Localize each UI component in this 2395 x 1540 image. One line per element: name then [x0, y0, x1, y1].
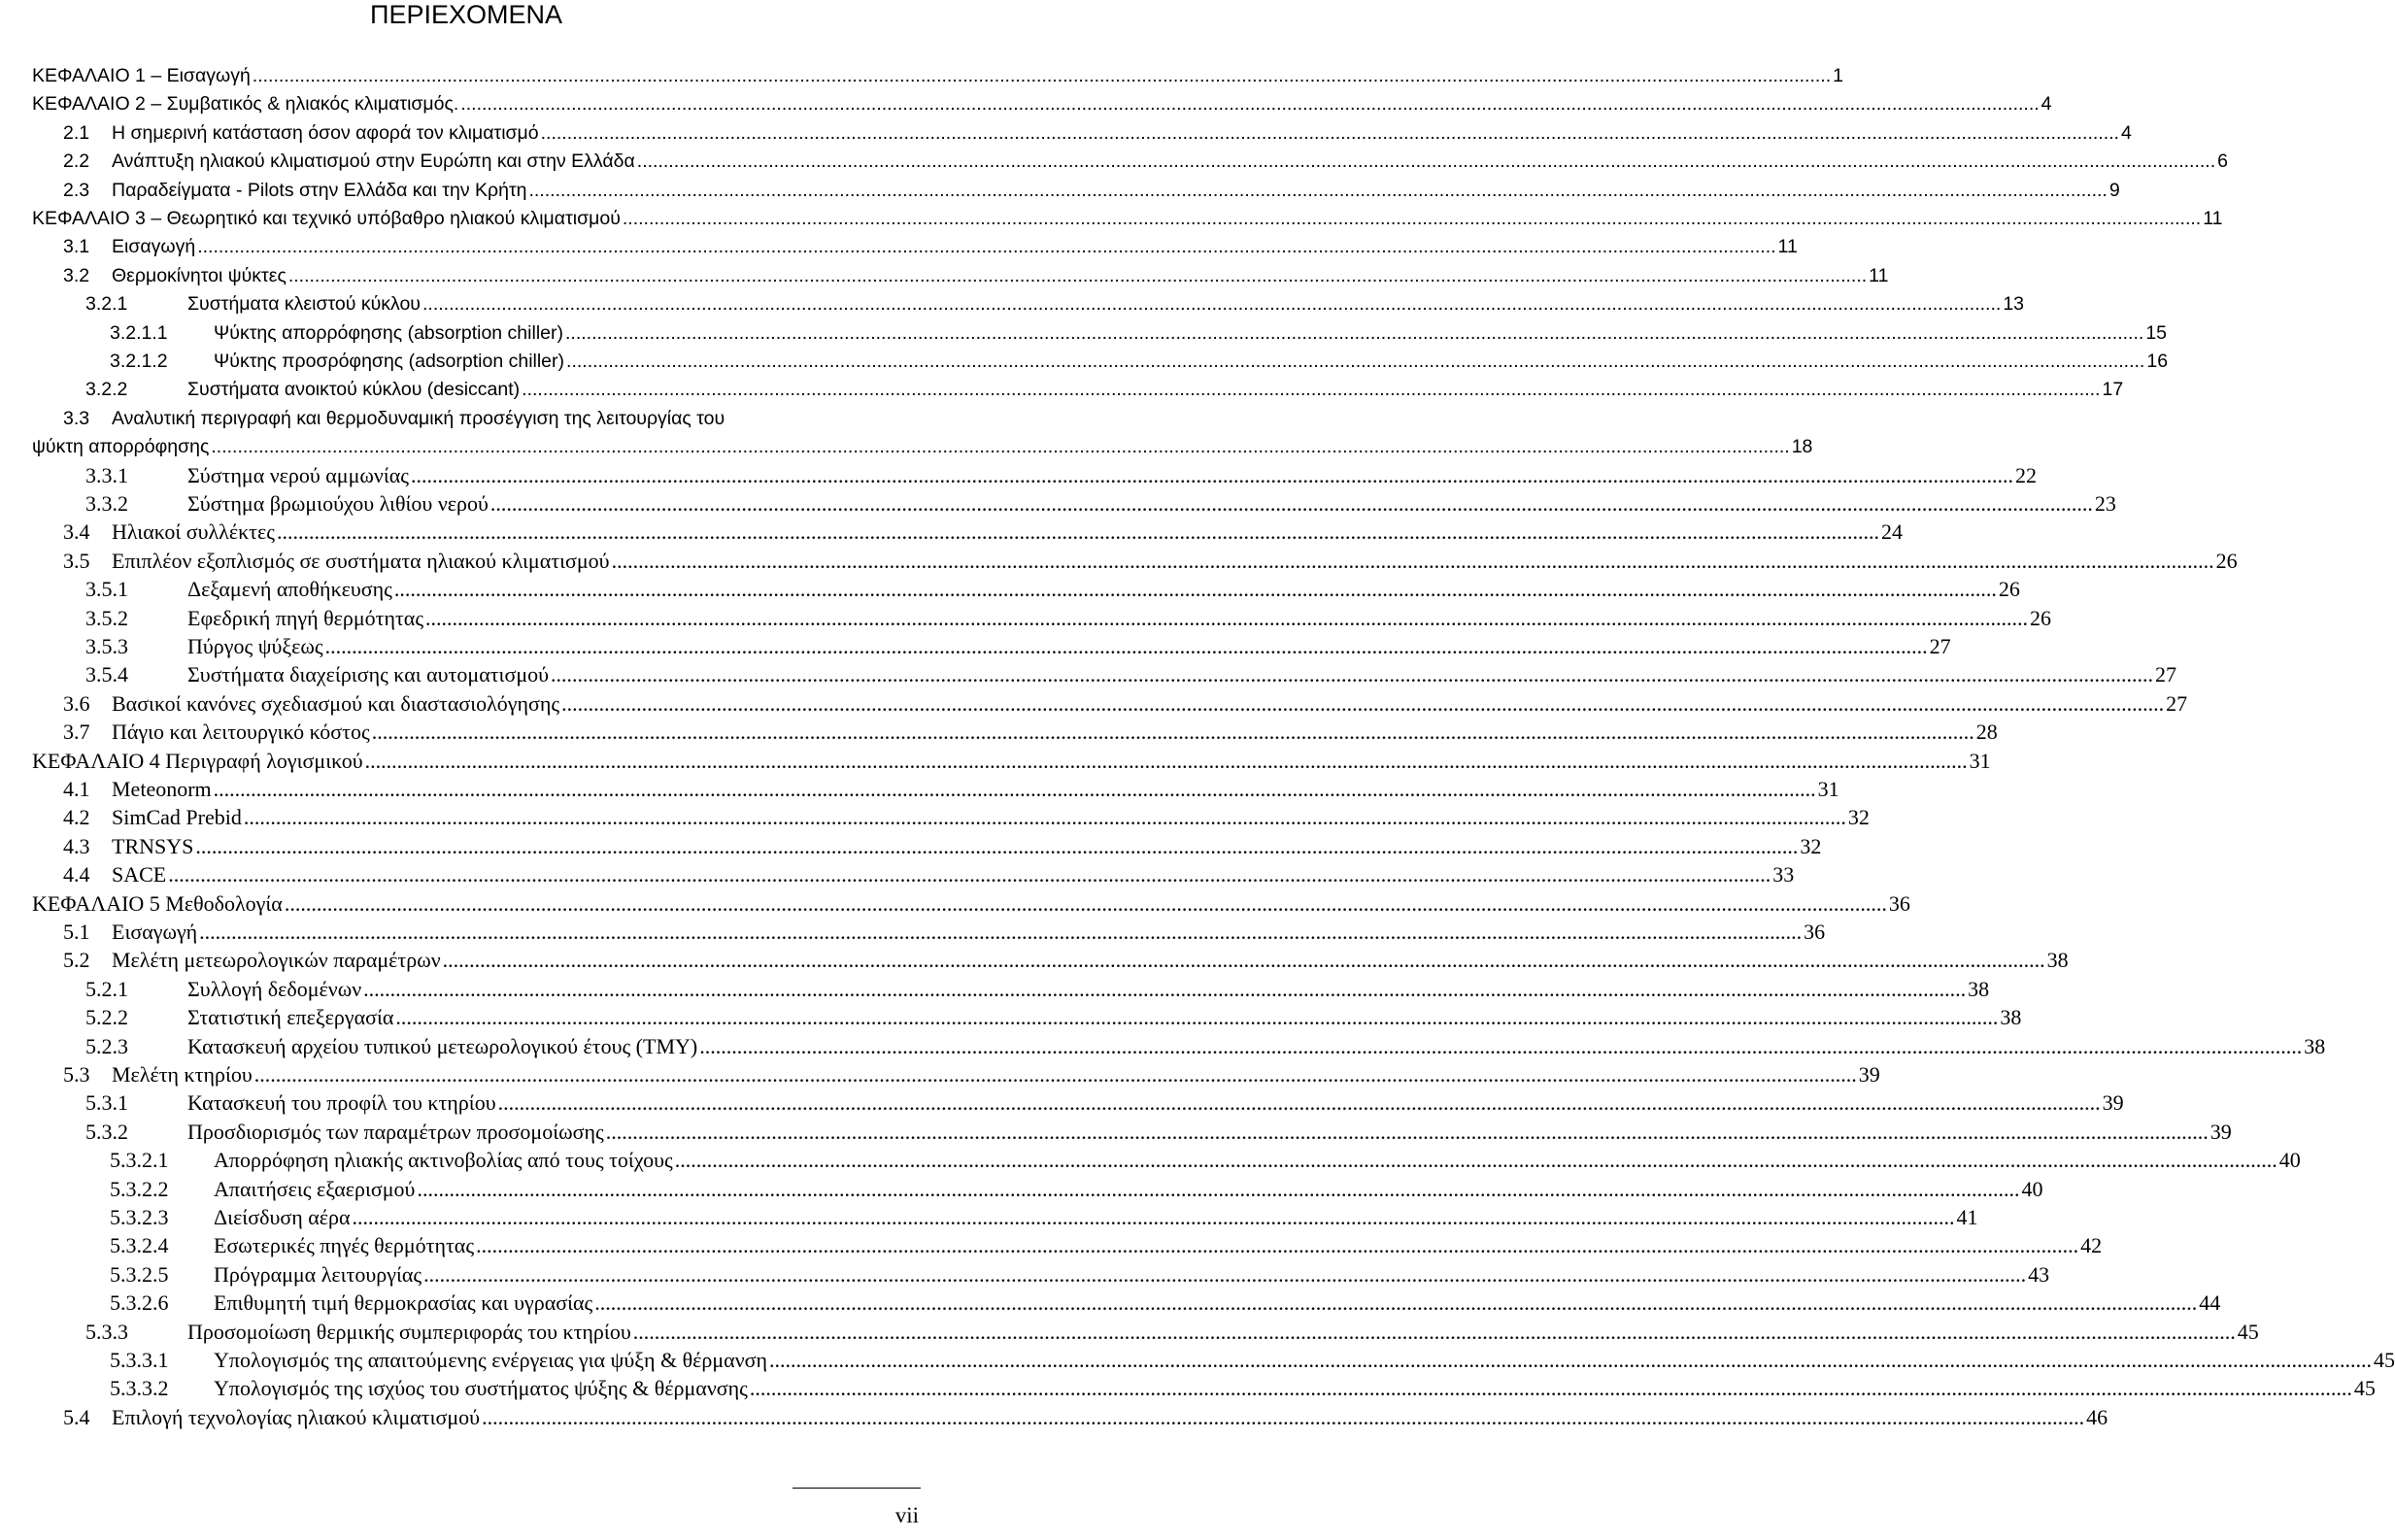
toc-entry[interactable]: [0, 832, 1822, 861]
toc-entry-page: 26: [2215, 548, 2238, 573]
toc-dot-leader: ............................................................................................................................................................................................................................................................................................................: [364, 748, 1968, 773]
toc-entry-page: 40: [2278, 1148, 2301, 1173]
toc-entry-page: 24: [1880, 519, 1903, 545]
toc-entry-number: 5.3.1: [85, 1090, 128, 1116]
toc-entry[interactable]: [0, 404, 932, 433]
toc-dot-leader: ............................................................................................................................................................................................................................................................................................................: [460, 93, 2040, 116]
toc-dot-leader: ............................................................................................................................................................................................................................................................................................................: [476, 1233, 2079, 1258]
toc-entry-page: 28: [1975, 720, 1998, 745]
toc-entry-page: 27: [2166, 690, 2188, 716]
toc-entry-number: 5.2.3: [85, 1033, 128, 1058]
toc-entry-page: 32: [1800, 833, 1822, 858]
toc-entry[interactable]: [0, 975, 1990, 1004]
toc-entry-title: ΚΕΦΑΛΑΙΟ 5 Μεθοδολογία: [32, 890, 283, 916]
toc-entry-title: Κατασκευή αρχείου τυπικού μετεωρολογικού έτους (TMY): [187, 1033, 698, 1058]
toc-entry-page: 23: [2094, 491, 2116, 516]
toc-entry-number: 3.5.1: [85, 577, 128, 602]
toc-entry-title: Βασικοί κανόνες σχεδιασμού και διαστασιολόγησης: [112, 690, 560, 716]
toc-entry[interactable]: [0, 204, 2223, 233]
toc-entry[interactable]: [0, 918, 1826, 947]
toc-entry[interactable]: [0, 547, 2238, 576]
toc-entry[interactable]: [0, 318, 2168, 348]
toc-entry-title: SACE: [112, 862, 167, 887]
toc-dot-leader: ............................................................................................................................................................................................................................................................................................................: [442, 948, 2045, 973]
toc-entry-page: 9: [2108, 179, 2120, 201]
toc-entry[interactable]: [0, 347, 2169, 376]
toc-entry-page: 39: [2209, 1119, 2232, 1144]
toc-entry-title: Μελέτη κτηρίου: [112, 1062, 253, 1087]
toc-dot-leader: ............................................................................................................................................................................................................................................................................................................: [674, 1148, 2277, 1173]
toc-entry[interactable]: [0, 632, 1951, 661]
toc-entry-title: Ηλιακοί συλλέκτες: [112, 519, 275, 545]
toc-entry-number: 4.4: [63, 862, 90, 887]
toc-entry-number: 5.3.2.2: [110, 1176, 169, 1201]
toc-entry-number: 3.3: [63, 407, 90, 429]
toc-entry-title: Στατιστική επεξεργασία: [187, 1005, 394, 1030]
toc-entry[interactable]: [0, 1231, 2103, 1260]
toc-entry-number: 5.2: [63, 948, 90, 973]
toc-entry[interactable]: [0, 775, 1839, 804]
toc-entry-number: 5.3.2.1: [110, 1148, 169, 1173]
toc-entry-page: 17: [2102, 379, 2124, 401]
toc-entry-number: 3.2.1.2: [110, 351, 168, 372]
toc-entry[interactable]: [0, 718, 1998, 747]
toc-entry-number: 3.5.2: [85, 605, 128, 630]
toc-entry-page: 13: [2003, 293, 2025, 316]
toc-entry-title: Προσομοίωση θερμικής συμπεριφοράς του κτηρίου: [187, 1319, 631, 1344]
toc-entry-title: Δεξαμενή αποθήκευσης: [187, 577, 392, 602]
toc-entry-page: 39: [1858, 1062, 1880, 1087]
toc-entry-title: Εσωτερικές πηγές θερμότητας: [214, 1233, 475, 1258]
toc-entry-number: 3.5.3: [85, 634, 128, 658]
toc-entry-title: Ανάπτυξη ηλιακού κλιματισμού στην Ευρώπη και στην Ελλάδα: [112, 151, 635, 173]
toc-dot-leader: ............................................................................................................................................................................................................................................................................................................: [551, 662, 2154, 687]
toc-entry-number: 3.5.4: [85, 662, 128, 687]
toc-dot-leader: ............................................................................................................................................................................................................................................................................................................: [363, 976, 1967, 1001]
toc-dot-leader: ............................................................................................................................................................................................................................................................................................................: [243, 805, 1846, 830]
toc-dot-leader: ............................................................................................................................................................................................................................................................................................................: [393, 577, 1997, 602]
toc-entry[interactable]: [0, 118, 2132, 148]
toc-entry-number: 2.3: [63, 179, 90, 201]
toc-entry-page: 6: [2217, 151, 2228, 173]
toc-entry[interactable]: [0, 660, 2177, 689]
toc-entry-page: 43: [2028, 1261, 2050, 1287]
toc-entry-title: ΚΕΦΑΛΑΙΟ 4 Περιγραφή λογισμικού: [32, 748, 363, 773]
toc-entry-number: 5.3.2: [85, 1119, 128, 1144]
toc-dot-leader: ............................................................................................................................................................................................................................................................................................................: [395, 1005, 1999, 1030]
toc-entry[interactable]: [0, 1260, 2050, 1289]
toc-entry-number: 3.1: [63, 236, 90, 258]
toc-entry-page: 15: [2145, 321, 2168, 344]
toc-dot-leader: ............................................................................................................................................................................................................................................................................................................: [371, 720, 1974, 745]
toc-entry-title: Συστήματα ανοικτού κύκλου (desiccant): [187, 379, 521, 401]
toc-entry-number: 5.3.2.3: [110, 1205, 169, 1229]
toc-entry-number: 5.2.2: [85, 1005, 128, 1030]
toc-entry-title: Εισαγωγή: [112, 236, 196, 258]
toc-entry-page: 11: [2203, 208, 2223, 229]
toc-entry-number: 3.3.2: [85, 491, 128, 516]
toc-entry-title: ψύκτη απορρόφησης: [32, 436, 210, 458]
toc-entry-number: 3.3.1: [85, 462, 128, 487]
toc-entry[interactable]: [0, 747, 1991, 776]
toc-entry-title: Ψύκτης απορρόφησης (absorption chiller): [214, 321, 563, 344]
toc-entry-title: Συστήματα κλειστού κύκλου: [187, 293, 421, 316]
toc-dot-leader: ............................................................................................................................................................................................................................................................................................................: [417, 1176, 2020, 1201]
toc-entry-title: Ψύκτης προσρόφησης (adsorption chiller): [214, 351, 565, 372]
toc-entry-page: 11: [1777, 236, 1798, 258]
toc-entry-page: 26: [2030, 605, 2052, 630]
toc-dot-leader: ............................................................................................................................................................................................................................................................................................................: [605, 1119, 2209, 1144]
toc-entry-number: 5.4: [63, 1404, 90, 1429]
toc-dot-leader: ............................................................................................................................................................................................................................................................................................................: [594, 1290, 2198, 1316]
toc-entry-page: 38: [1968, 976, 1990, 1001]
toc-entry[interactable]: [0, 489, 2116, 519]
toc-entry-title: SimCad Prebid: [112, 805, 242, 830]
toc-entry-page: 31: [1969, 748, 1991, 773]
toc-entry-title: Η σημερινή κατάσταση όσον αφορά τον κλιματισμό: [112, 121, 539, 144]
toc-dot-leader: ............................................................................................................................................................................................................................................................................................................: [632, 1319, 2236, 1344]
toc-dot-leader: ............................................................................................................................................................................................................................................................................................................: [611, 548, 2214, 573]
toc-entry-number: 3.2.1: [85, 293, 128, 316]
toc-entry-title: Σύστημα βρωμιούχου λιθίου νερού: [187, 491, 489, 516]
toc-entry[interactable]: [0, 1318, 2259, 1347]
toc-dot-leader: ............................................................................................................................................................................................................................................................................................................: [622, 208, 2202, 229]
toc-entry-title: Εισαγωγή: [112, 920, 198, 944]
toc-entry-title: Εφεδρική πηγή θερμότητας: [187, 605, 424, 630]
toc-entry[interactable]: [0, 575, 2020, 604]
toc-dot-leader: ............................................................................................................................................................................................................................................................................................................: [276, 519, 1879, 545]
toc-entry[interactable]: [0, 432, 1813, 461]
toc-entry-title: Κατασκευή του προφίλ του κτηρίου: [187, 1090, 496, 1116]
toc-entry[interactable]: [0, 232, 1798, 261]
toc-dot-leader: ............................................................................................................................................................................................................................................................................................................: [561, 690, 2165, 716]
toc-entry[interactable]: [0, 261, 1889, 290]
toc-dot-leader: ............................................................................................................................................................................................................................................................................................................: [769, 1348, 2373, 1372]
toc-dot-leader: ............................................................................................................................................................................................................................................................................................................: [489, 491, 2093, 516]
toc-entry-page: 45: [2353, 1376, 2376, 1401]
toc-dot-leader: ............................................................................................................................................................................................................................................................................................................: [636, 151, 2216, 173]
toc-entry[interactable]: [0, 375, 2124, 404]
toc-entry-number: 2.2: [63, 151, 90, 173]
toc-entry-number: 2.1: [63, 121, 90, 144]
toc-entry-title: Σύστημα νερού αμμωνίας: [187, 462, 409, 487]
toc-entry-title: Απαιτήσεις εξαερισμού: [214, 1176, 416, 1201]
toc-dot-leader: ............................................................................................................................................................................................................................................................................................................: [410, 462, 2013, 487]
toc-entry-number: 3.2: [63, 264, 90, 286]
toc-entry-title: Επιλογή τεχνολογίας ηλιακού κλιματισμού: [112, 1404, 481, 1429]
toc-dot-leader: ............................................................................................................................................................................................................................................................................................................: [197, 236, 1776, 258]
toc-entry-page: 38: [2046, 948, 2069, 973]
toc-entry-page: 36: [1804, 920, 1826, 944]
toc-entry-title: Θερμοκίνητοι ψύκτες: [112, 264, 287, 286]
toc-entry-page: 41: [1956, 1205, 1978, 1229]
toc-entry-number: 3.2.1.1: [110, 321, 168, 344]
toc-entry[interactable]: [0, 1003, 2022, 1032]
toc-entry[interactable]: [0, 889, 1910, 919]
toc-entry-page: 36: [1888, 890, 1910, 916]
footer-page-number: vii: [894, 1503, 919, 1527]
toc-entry-page: 22: [2014, 462, 2037, 487]
toc-entry-number: 5.3.2.5: [110, 1261, 169, 1287]
toc-entry-title: Υπολογισμός της απαιτούμενης ενέργειας για ψύξη & θέρμανση: [214, 1348, 768, 1372]
toc-dot-leader: ............................................................................................................................................................................................................................................................................................................: [252, 65, 1832, 86]
toc-entry[interactable]: [0, 689, 2188, 719]
toc-entry-title: Συλλογή δεδομένων: [187, 976, 362, 1001]
toc-entry[interactable]: [0, 1374, 2376, 1403]
toc-entry[interactable]: [0, 61, 1843, 90]
toc-dot-leader: ............................................................................................................................................................................................................................................................................................................: [749, 1376, 2352, 1401]
toc-dot-leader: ............................................................................................................................................................................................................................................................................................................: [482, 1404, 2085, 1429]
toc-entry-title: Επιθυμητή τιμή θερμοκρασίας και υγρασίας: [214, 1290, 593, 1316]
toc-entry-number: 3.5: [63, 548, 90, 573]
toc-entry-page: 27: [2155, 662, 2177, 687]
toc-entry[interactable]: [0, 289, 2025, 318]
toc-entry-title: Επιπλέον εξοπλισμός σε συστήματα ηλιακού κλιματισμού: [112, 548, 610, 573]
toc-entry-number: 5.3.3.1: [110, 1348, 169, 1372]
toc-entry-page: 16: [2146, 351, 2169, 372]
page-title: ΠΕΡΙΕΧΟΜΕΝΑ: [369, 0, 563, 29]
toc-dot-leader: ............................................................................................................................................................................................................................................................................................................: [195, 833, 1799, 858]
toc-entry[interactable]: [0, 1088, 2124, 1118]
toc-dot-leader: ............................................................................................................................................................................................................................................................................................................: [540, 121, 2119, 144]
toc-entry-page: 38: [2304, 1033, 2326, 1058]
toc-entry-title: Διείσδυση αέρα: [214, 1205, 351, 1229]
toc-entry-number: 5.3.2.4: [110, 1233, 169, 1258]
toc-entry[interactable]: [0, 176, 2120, 205]
toc-entry-page: 26: [1998, 577, 2020, 602]
toc-entry[interactable]: [0, 1203, 1978, 1232]
toc-entry-page: 32: [1847, 805, 1870, 830]
toc-entry[interactable]: [0, 1146, 2301, 1175]
toc-dot-leader: ............................................................................................................................................................................................................................................................................................................: [423, 1261, 2027, 1287]
toc-entry-page: 1: [1833, 65, 1843, 86]
toc-dot-leader: ............................................................................................................................................................................................................................................................................................................: [566, 351, 2145, 372]
toc-entry[interactable]: [0, 147, 2228, 176]
toc-dot-leader: ............................................................................................................................................................................................................................................................................................................: [528, 179, 2108, 201]
toc-entry-page: 46: [2086, 1404, 2108, 1429]
toc-entry[interactable]: [0, 1403, 2108, 1432]
toc-entry-number: 3.4: [63, 519, 90, 545]
toc-entry-number: 3.6: [63, 690, 90, 716]
toc-dot-leader: ............................................................................................................................................................................................................................................................................................................: [324, 634, 1928, 658]
toc-entry[interactable]: [0, 604, 2052, 633]
toc-entry-title: Συστήματα διαχείρισης και αυτοματισμού: [187, 662, 550, 687]
toc-entry-title: Υπολογισμός της ισχύος του συστήματος ψύξης & θέρμανσης: [214, 1376, 748, 1401]
toc-entry-number: 5.1: [63, 920, 90, 944]
toc-entry[interactable]: [0, 1118, 2232, 1147]
toc-entry-page: 4: [2041, 93, 2052, 116]
toc-entry[interactable]: [0, 1346, 2395, 1375]
toc-entry-number: 4.1: [63, 777, 90, 801]
toc-entry[interactable]: [0, 1289, 2221, 1318]
toc-entry-page: 39: [2102, 1090, 2124, 1116]
toc-dot-leader: ............................................................................................................................................................................................................................................................................................................: [253, 1062, 1857, 1087]
toc-entry-title: Αναλυτική περιγραφή και θερμοδυναμική προσέγγιση της λειτουργίας του: [112, 407, 725, 429]
toc-entry-page: 33: [1772, 862, 1795, 887]
toc-entry[interactable]: [0, 1060, 1880, 1089]
toc-entry[interactable]: [0, 946, 2069, 975]
toc-entry-title: TRNSYS: [112, 833, 194, 858]
toc-entry-page: 45: [2237, 1319, 2259, 1344]
toc-entry-page: 40: [2021, 1176, 2043, 1201]
toc-dot-leader: ............................................................................................................................................................................................................................................................................................................: [284, 890, 1887, 916]
toc-entry-page: 44: [2199, 1290, 2221, 1316]
toc-entry-page: 18: [1791, 436, 1813, 458]
toc-entry-title: Πρόγραμμα λειτουργίας: [214, 1261, 422, 1287]
toc-entry-number: 4.2: [63, 805, 90, 830]
toc-entry[interactable]: [0, 803, 1870, 832]
toc-entry-title: Meteonorm: [112, 777, 212, 801]
toc-dot-leader: ............................................................................................................................................................................................................................................................................................................: [211, 436, 1790, 458]
toc-entry-number: 3.7: [63, 720, 90, 745]
toc-dot-leader: ............................................................................................................................................................................................................................................................................................................: [564, 321, 2144, 344]
toc-entry-title: Παραδείγματα - Pilots στην Ελλάδα και την Κρήτη: [112, 179, 527, 201]
toc-entry[interactable]: [0, 518, 1903, 547]
toc-entry-title: ΚΕΦΑΛΑΙΟ 1 – Εισαγωγή: [32, 65, 251, 86]
toc-entry-number: 5.3.3: [85, 1319, 128, 1344]
toc-entry-number: 5.3.2.6: [110, 1290, 169, 1316]
toc-entry-page: 11: [1869, 264, 1889, 286]
toc-entry[interactable]: [0, 1175, 2043, 1204]
toc-entry-number: 5.3.3.2: [110, 1376, 169, 1401]
toc-entry-title: Πάγιο και λειτουργικό κόστος: [112, 720, 370, 745]
toc-dot-leader: ............................................................................................................................................................................................................................................................................................................: [425, 605, 2029, 630]
toc-dot-leader: ............................................................................................................................................................................................................................................................................................................: [213, 777, 1816, 801]
toc-dot-leader: ............................................................................................................................................................................................................................................................................................................: [287, 264, 1868, 286]
toc-entry-page: 38: [2000, 1005, 2022, 1030]
toc-entry-title: ΚΕΦΑΛΑΙΟ 3 – Θεωρητικό και τεχνικό υπόβαθρο ηλιακού κλιματισμού: [32, 208, 621, 229]
toc-entry-title: Απορρόφηση ηλιακής ακτινοβολίας από τους τοίχους: [214, 1148, 673, 1173]
toc-entry-page: 45: [2374, 1348, 2395, 1372]
toc-dot-leader: ............................................................................................................................................................................................................................................................................................................: [422, 293, 2002, 316]
toc-entry-number: 3.2.2: [85, 379, 128, 401]
toc-entry-title: Μελέτη μετεωρολογικών παραμέτρων: [112, 948, 441, 973]
toc-dot-leader: ............................................................................................................................................................................................................................................................................................................: [199, 920, 1803, 944]
toc-entry-page: 42: [2080, 1233, 2103, 1258]
toc-dot-leader: ............................................................................................................................................................................................................................................................................................................: [699, 1033, 2303, 1058]
footer-divider: [793, 1488, 921, 1489]
toc-entry[interactable]: [0, 89, 2052, 118]
toc-entry[interactable]: [0, 1032, 2326, 1061]
toc-entry[interactable]: [0, 860, 1795, 889]
toc-entry-page: 27: [1929, 634, 1951, 658]
toc-entry-title: ΚΕΦΑΛΑΙΟ 2 – Συμβατικός & ηλιακός κλιματισμός.: [32, 93, 459, 116]
toc-entry-page: 31: [1817, 777, 1839, 801]
toc-entry-page: 4: [2120, 121, 2132, 144]
toc-entry[interactable]: [0, 461, 2037, 490]
toc-dot-leader: ............................................................................................................................................................................................................................................................................................................: [497, 1090, 2101, 1116]
toc-entry-number: 5.2.1: [85, 976, 128, 1001]
toc-entry-title: Προσδιορισμός των παραμέτρων προσομοίωσης: [187, 1119, 604, 1144]
toc-dot-leader: ............................................................................................................................................................................................................................................................................................................: [168, 862, 1771, 887]
toc-entry-number: 4.3: [63, 833, 90, 858]
toc-dot-leader: ............................................................................................................................................................................................................................................................................................................: [352, 1205, 1955, 1229]
toc-dot-leader: ............................................................................................................................................................................................................................................................................................................: [522, 379, 2101, 401]
toc-entry-number: 5.3: [63, 1062, 90, 1087]
toc-entry-title: Πύργος ψύξεως: [187, 634, 323, 658]
